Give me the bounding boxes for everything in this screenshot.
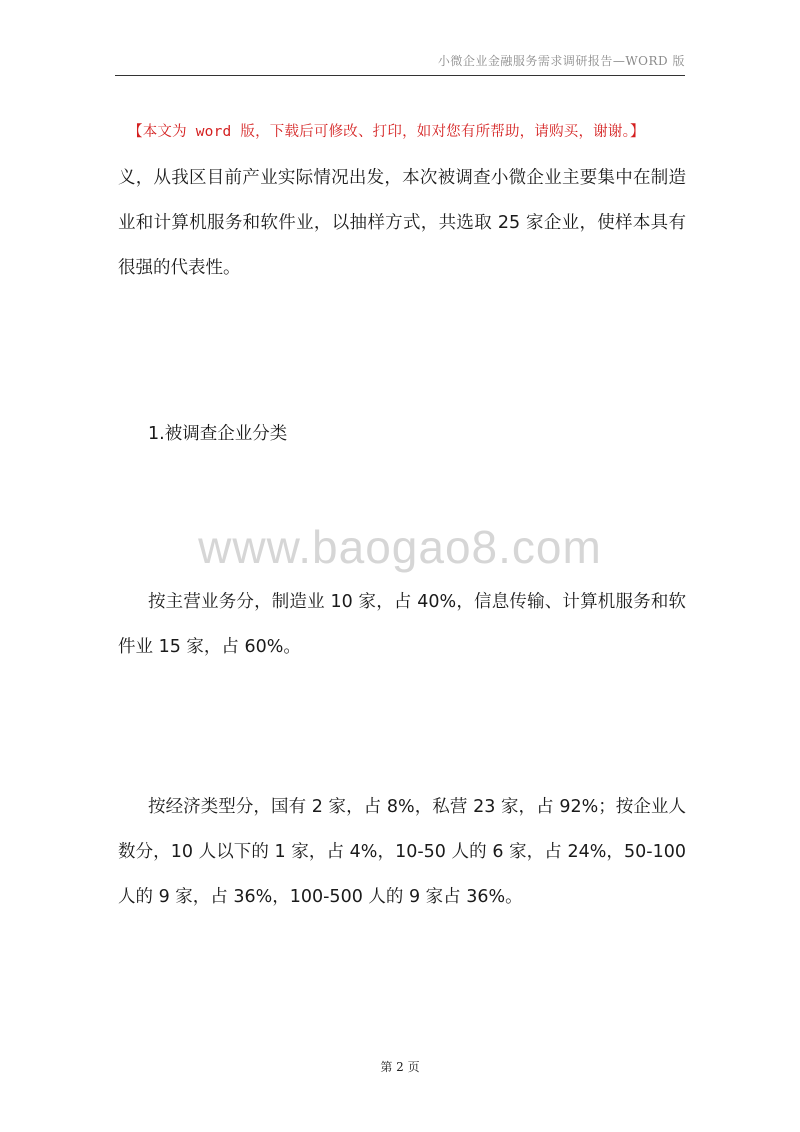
header-divider <box>115 75 685 76</box>
paragraph-intro: 义，从我区目前产业实际情况出发，本次被调查小微企业主要集中在制造业和计算机服务和软件业，以抽样方式，共选取 25 家企业，使样本具有很强的代表性。 <box>118 168 686 278</box>
page-number: 第 2 页 <box>380 1060 420 1074</box>
paragraph-economic-type: 按经济类型分，国有 2 家，占 8%，私营 23 家，占 92%；按企业人数分，10 人以下的 1 家，占 4%，10-50 人的 6 家，占 24%，50-100 人的 9 家，占 36%，100-500 人的 9 家占 36%。 <box>118 797 686 907</box>
watermark: www.baogao8.com <box>198 521 602 573</box>
paragraph-business: 按主营业务分，制造业 10 家，占 40%，信息传输、计算机服务和软件业 15 家，占 60%。 <box>118 592 686 657</box>
page-header: 小微企业金融服务需求调研报告—WORD 版 <box>437 54 685 68</box>
download-notice: 【本文为 word 版，下载后可修改、打印，如对您有所帮助，请购买，谢谢。】 <box>128 124 645 140</box>
section-heading: 1.被调查企业分类 <box>148 424 288 444</box>
